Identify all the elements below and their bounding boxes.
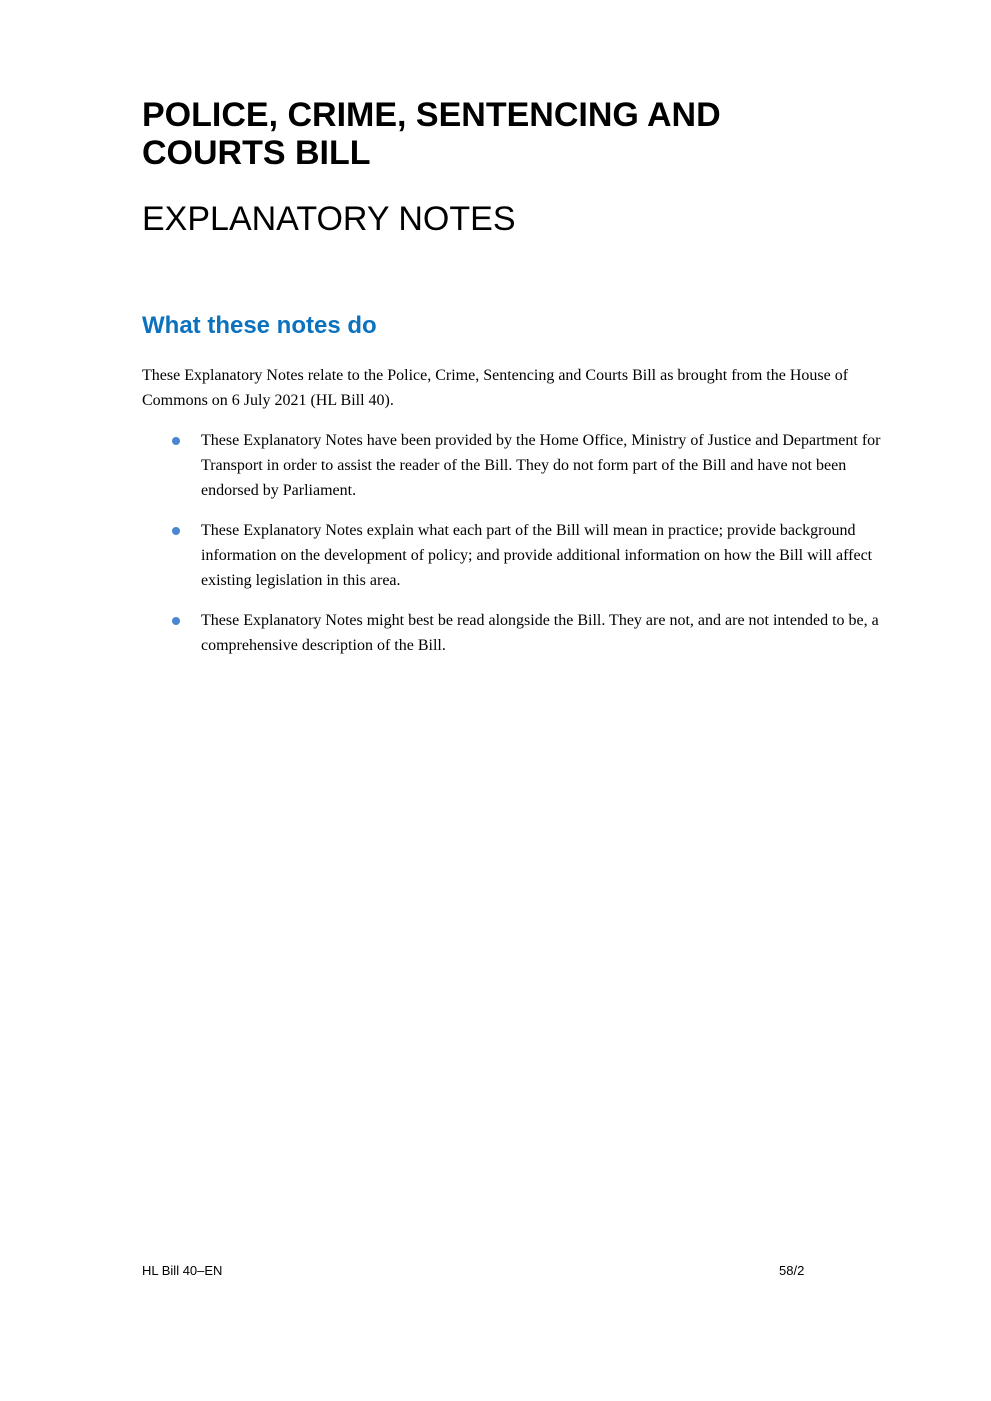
bullet-item <box>142 608 902 658</box>
document-subtitle: EXPLANATORY NOTES <box>142 200 516 238</box>
bullet-text: These Explanatory Notes might best be read alongside the Bill. They are not, and are not intended to be, a comprehensive description of the Bill. <box>201 612 879 654</box>
intro-paragraph: These Explanatory Notes relate to the Police, Crime, Sentencing and Courts Bill as brought from the House of Commons on 6 July 2021 (HL Bill 40). <box>142 367 849 409</box>
bullet-text: These Explanatory Notes have been provided by the Home Office, Ministry of Justice and Department for Transport in order to assist the reader of the Bill. They do not form part of the Bill and have not been endorsed by Parliament. <box>201 432 881 499</box>
bullet-text: These Explanatory Notes explain what each part of the Bill will mean in practice; provide background information on the development of policy; and provide additional information on how the Bill will affect existing legislation in this area. <box>201 522 873 589</box>
section-heading: What these notes do <box>142 312 377 339</box>
footer-page-code: 58/2 <box>779 1263 805 1278</box>
bill-title: POLICE, CRIME, SENTENCING AND COURTS BILL <box>142 96 721 172</box>
bullet-item <box>142 428 902 503</box>
bullet-dot-icon <box>172 437 180 445</box>
footer-reference: HL Bill 40–EN <box>142 1263 223 1278</box>
bullet-dot-icon <box>172 527 180 535</box>
bullet-item <box>142 518 902 593</box>
bullet-dot-icon <box>172 617 180 625</box>
bullet-list <box>142 428 902 673</box>
